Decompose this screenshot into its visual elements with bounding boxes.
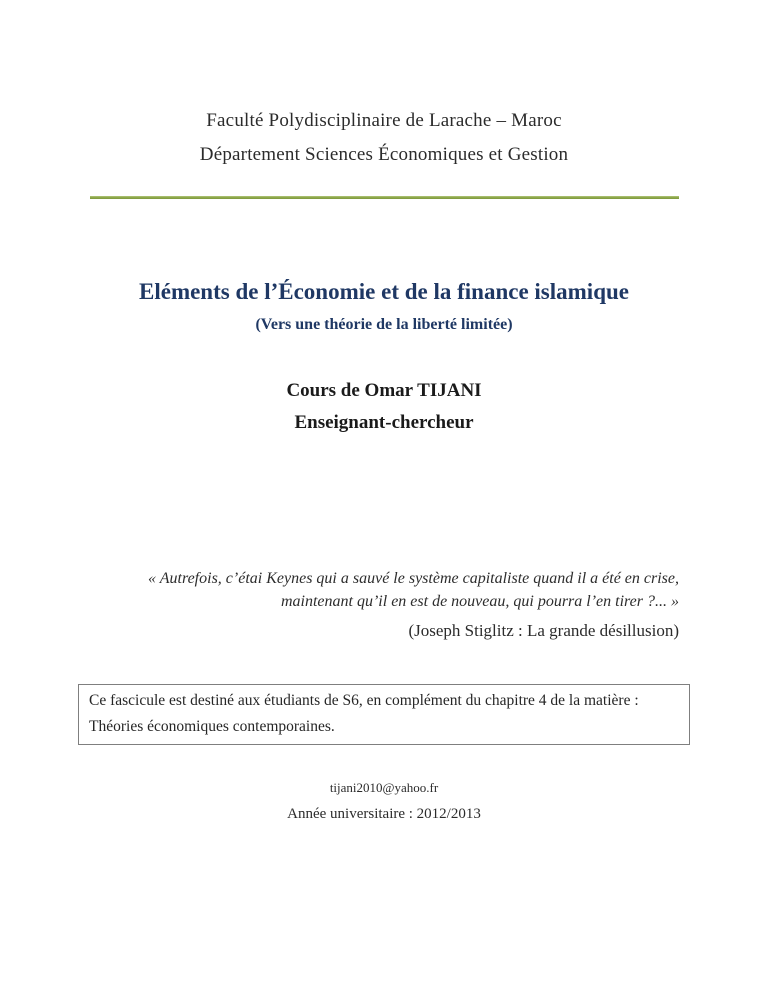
author-role: Enseignant-chercheur [294,412,474,433]
notice-box [78,684,690,745]
academic-year: Année universitaire : 2012/2013 [287,806,481,822]
department-name: Département Sciences Économiques et Gestion [199,144,569,165]
header-horizontal-rule [90,196,679,199]
epigraph-quote [90,567,679,613]
contact-email: tijani2010@yahoo.fr [329,780,439,795]
document-subtitle: (Vers une théorie de la liberté limitée) [255,316,513,333]
institution-name: Faculté Polydisciplinaire de Larache – Maroc [206,110,562,131]
notice-line-2: Théories économiques contemporaines. [89,718,335,735]
document-title: Eléments de l’Économie et de la finance islamique [139,279,629,304]
quote-line-1: « Autrefois, c’étai Keynes qui a sauvé le système capitaliste quand il a été en crise, [148,570,679,587]
quote-attribution: (Joseph Stiglitz : La grande désillusion) [408,621,679,640]
notice-line-1: Ce fascicule est destiné aux étudiants de S6, en complément du chapitre 4 de la matière : [89,692,639,709]
quote-line-2: maintenant qu’il en est de nouveau, qui pourra l’en tirer ?... » [280,593,679,610]
course-author: Cours de Omar TIJANI [286,380,482,401]
